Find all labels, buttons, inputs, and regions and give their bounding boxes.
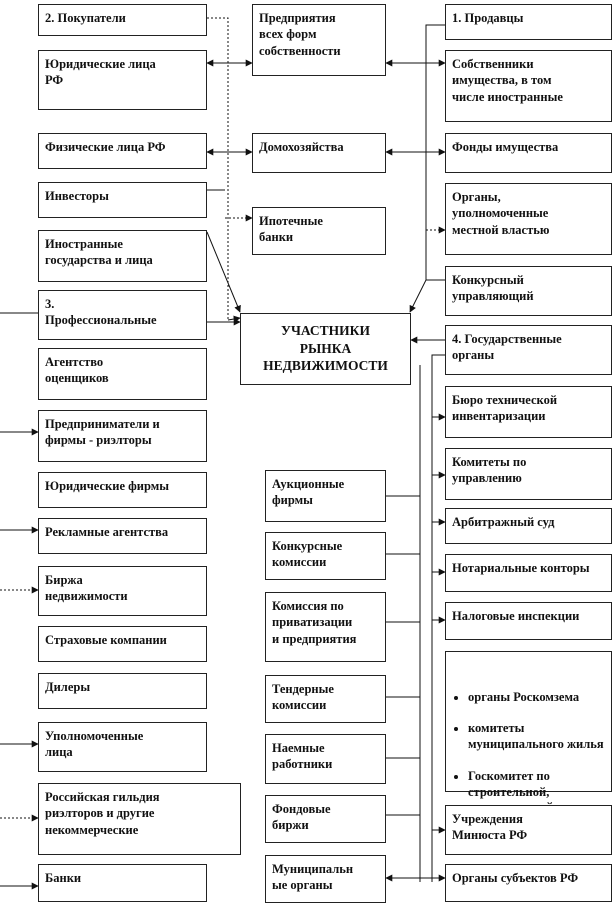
property-owners-box: Собственники имущества, в том числе иностранные <box>445 50 612 122</box>
sellers-box: 1. Продавцы <box>445 4 612 40</box>
competition-commissions-box: Конкурсные комиссии <box>265 532 386 580</box>
state-organs-box: 4. Государственные органы <box>445 325 612 375</box>
bankruptcy-manager-box: Конкурсный управляющий <box>445 266 612 316</box>
dealers-box: Дилеры <box>38 673 207 709</box>
insurance-box: Страховые компании <box>38 626 207 662</box>
local-authorities-box: Органы, уполномоченные местной властью <box>445 183 612 255</box>
legal-entities-box: Юридические лица РФ <box>38 50 207 110</box>
individuals-box: Физические лица РФ <box>38 133 207 169</box>
realtors-guild-box: Российская гильдия риэлторов и другие некоммерческие <box>38 783 241 855</box>
real-estate-exchange-box: Биржа недвижимости <box>38 566 207 616</box>
list-item: • комитеты муниципального жилья <box>468 721 605 752</box>
notary-offices-box: Нотариальные конторы <box>445 554 612 592</box>
list-item: • Госкомитет по строительной, <box>468 769 605 816</box>
foreign-states-box: Иностранные государства и лица <box>38 230 207 282</box>
auction-firms-box: Аукционные фирмы <box>265 470 386 522</box>
municipal-bodies-box: Муниципальн ые органы <box>265 855 386 903</box>
regional-bodies-box: Органы субъектов РФ <box>445 864 612 902</box>
bti-box: Бюро технической инвентаризации <box>445 386 612 438</box>
list-item: • органы Роскомзема <box>468 690 605 706</box>
privatization-commission-box: Комиссия по приватизации и предприятия <box>265 592 386 662</box>
banks-box: Банки <box>38 864 207 902</box>
realtors-box: Предприниматели и фирмы - риэлторы <box>38 410 207 462</box>
tax-inspections-box: Налоговые инспекции <box>445 602 612 640</box>
mortgage-banks-box: Ипотечные банки <box>252 207 386 255</box>
stock-exchanges-box: Фондовые биржи <box>265 795 386 843</box>
professional-box: 3. Профессиональные <box>38 290 207 340</box>
justice-institutions-box: Учреждения Минюста РФ <box>445 805 612 855</box>
law-firms-box: Юридические фирмы <box>38 472 207 508</box>
arbitration-court-box: Арбитражный суд <box>445 508 612 544</box>
appraisers-box: Агентство оценщиков <box>38 348 207 400</box>
households-box: Домохозяйства <box>252 133 386 173</box>
property-funds-box: Фонды имущества <box>445 133 612 173</box>
hired-workers-box: Наемные работники <box>265 734 386 784</box>
tender-commissions-box: Тендерные комиссии <box>265 675 386 723</box>
federal-bodies-box <box>445 651 612 799</box>
management-committees-box: Комитеты по управлению <box>445 448 612 500</box>
investors-box: Инвесторы <box>38 182 207 218</box>
buyers-box: 2. Покупатели <box>38 4 207 36</box>
enterprises-box: Предприятия всех форм собственности <box>252 4 386 76</box>
center-participants-box: УЧАСТНИКИ РЫНКА НЕДВИЖИМОСТИ <box>240 313 411 385</box>
authorized-persons-box: Уполномоченные лица <box>38 722 207 772</box>
ad-agencies-box: Рекламные агентства <box>38 518 207 554</box>
